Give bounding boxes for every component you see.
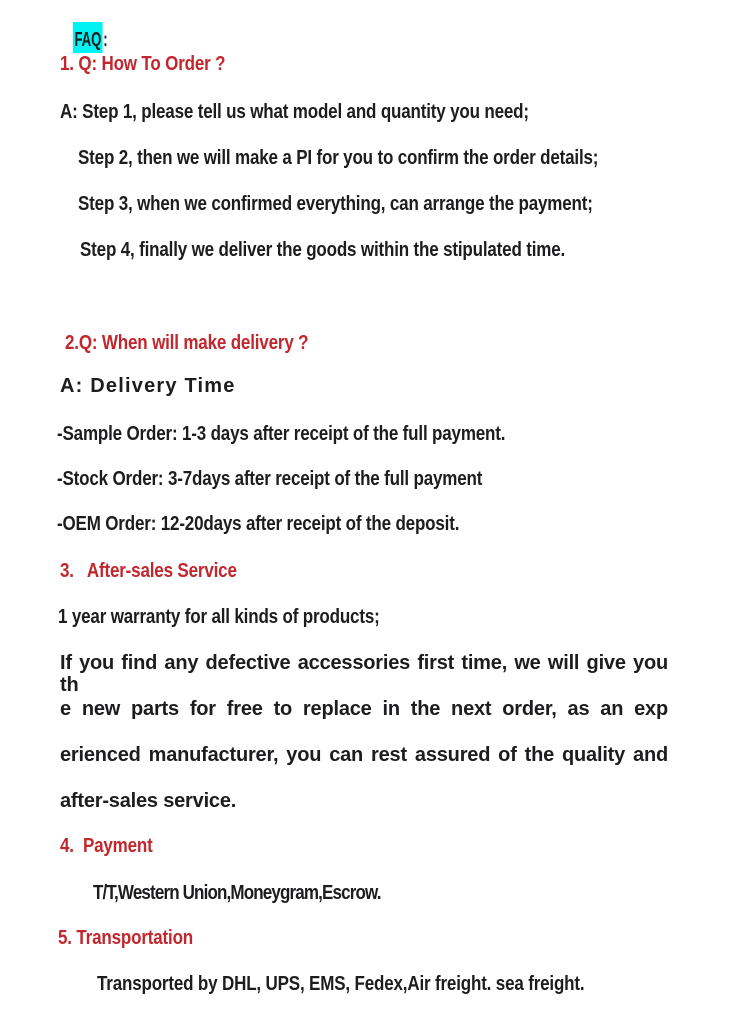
q2-stock-order-line: -Stock Order: 3-7days after receipt of the full payment	[57, 468, 483, 490]
q2-oem-order-line: -OEM Order: 12-20days after receipt of the deposit.	[57, 513, 460, 535]
faq-highlighted-text: FAQ	[73, 22, 102, 53]
faq-title-colon: :	[103, 29, 108, 51]
section-5-heading: 5. Transportation	[58, 927, 194, 949]
question-1-heading: 1. Q: How To Order ?	[60, 53, 226, 75]
section-4-heading: 4. Payment	[60, 835, 153, 857]
s4-payment-methods-line: T/T,Western Union,Moneygram,Escrow.	[93, 882, 381, 904]
section-3-heading: 3. After-sales Service	[60, 560, 237, 582]
s3-warranty-line: 1 year warranty for all kinds of products;	[58, 606, 380, 628]
s3-paragraph-line-3: erienced manufacturer, you can rest assured of the quality and	[60, 744, 668, 766]
q1-answer-step-3: Step 3, when we confirmed everything, can arrange the payment;	[78, 193, 593, 215]
q2-sample-order-line: -Sample Order: 1-3 days after receipt of the full payment.	[57, 423, 506, 445]
q1-answer-step-4: Step 4, finally we deliver the goods within the stipulated time.	[80, 239, 566, 261]
q1-answer-step-2: Step 2, then we will make a PI for you to confirm the order details;	[78, 147, 599, 169]
s3-paragraph-line-1: If you find any defective accessories first time, we will give you th	[60, 652, 668, 696]
s5-transportation-line: Transported by DHL, UPS, EMS, Fedex,Air freight. sea freight.	[97, 973, 585, 995]
question-2-heading: 2.Q: When will make delivery ?	[65, 332, 309, 354]
s3-paragraph-line-2: e new parts for free to replace in the next order, as an exp	[60, 698, 668, 720]
q2-answer-label: A: Delivery Time	[60, 375, 236, 397]
s3-paragraph-line-4: after-sales service.	[60, 790, 237, 812]
q1-answer-step-1: A: Step 1, please tell us what model and quantity you need;	[60, 101, 529, 123]
